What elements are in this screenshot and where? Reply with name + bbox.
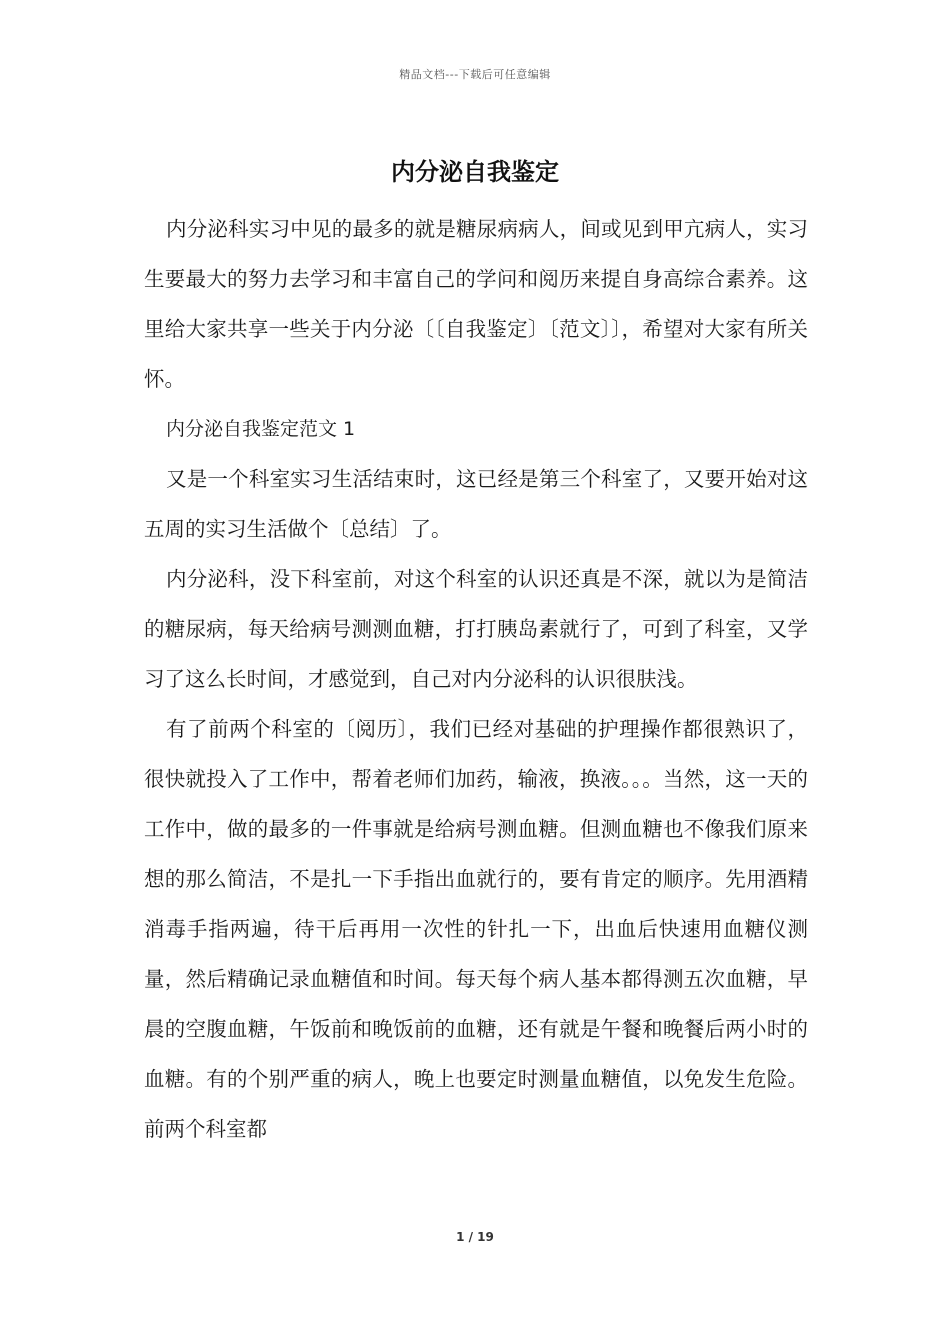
document-body bbox=[144, 204, 808, 1154]
body-paragraph: 又是一个科室实习生活结束时，这已经是第三个科室了，又要开始对这五周的实习生活做个〔总结〕了。 bbox=[144, 467, 808, 541]
document-title: 内分泌自我鉴定 bbox=[391, 158, 559, 186]
intro-paragraph: 内分泌科实习中见的最多的就是糖尿病病人，间或见到甲亢病人，实习生要最大的努力去学习和丰富自己的学问和阅历来提自身高综合素养。这里给大家共享一些关于内分泌〔〔自我鉴定〕〔范文〕〕，希望对大家有所关怀。 bbox=[144, 217, 808, 391]
body-paragraph: 有了前两个科室的〔阅历〕，我们已经对基础的护理操作都很熟识了，很快就投入了工作中，帮着老师们加药，输液，换液。。。当然，这一天的工作中，做的最多的一件事就是给病号测血糖。但测血糖也不像我们原来想的那么简洁，不是扎一下手指出血就行的，要有肯定的顺序。先用酒精消毒手指两遍，待干后再用一次性的针扎一下，出血后快速用血糖仪测量，然后精确记录血糖值和时间。每天每个病人基本都得测五次血糖，早晨的空腹血糖，午饭前和晚饭前的血糖，还有就是午餐和晚餐后两小时的血糖。有的个别严重的病人，晚上也要定时测量血糖值，以免发生危险。前两个科室都 bbox=[144, 717, 808, 1141]
page-header: 精品文档---下载后可任意编辑 bbox=[399, 68, 551, 81]
body-paragraph: 内分泌科，没下科室前，对这个科室的认识还真是不深，就以为是简洁的糖尿病，每天给病号测测血糖，打打胰岛素就行了，可到了科室，又学习了这么长时间，才感觉到，自己对内分泌科的认识很肤浅。 bbox=[144, 567, 808, 691]
page-number: 1 / 19 bbox=[456, 1230, 494, 1244]
section-heading: 内分泌自我鉴定范文 1 bbox=[166, 418, 356, 440]
